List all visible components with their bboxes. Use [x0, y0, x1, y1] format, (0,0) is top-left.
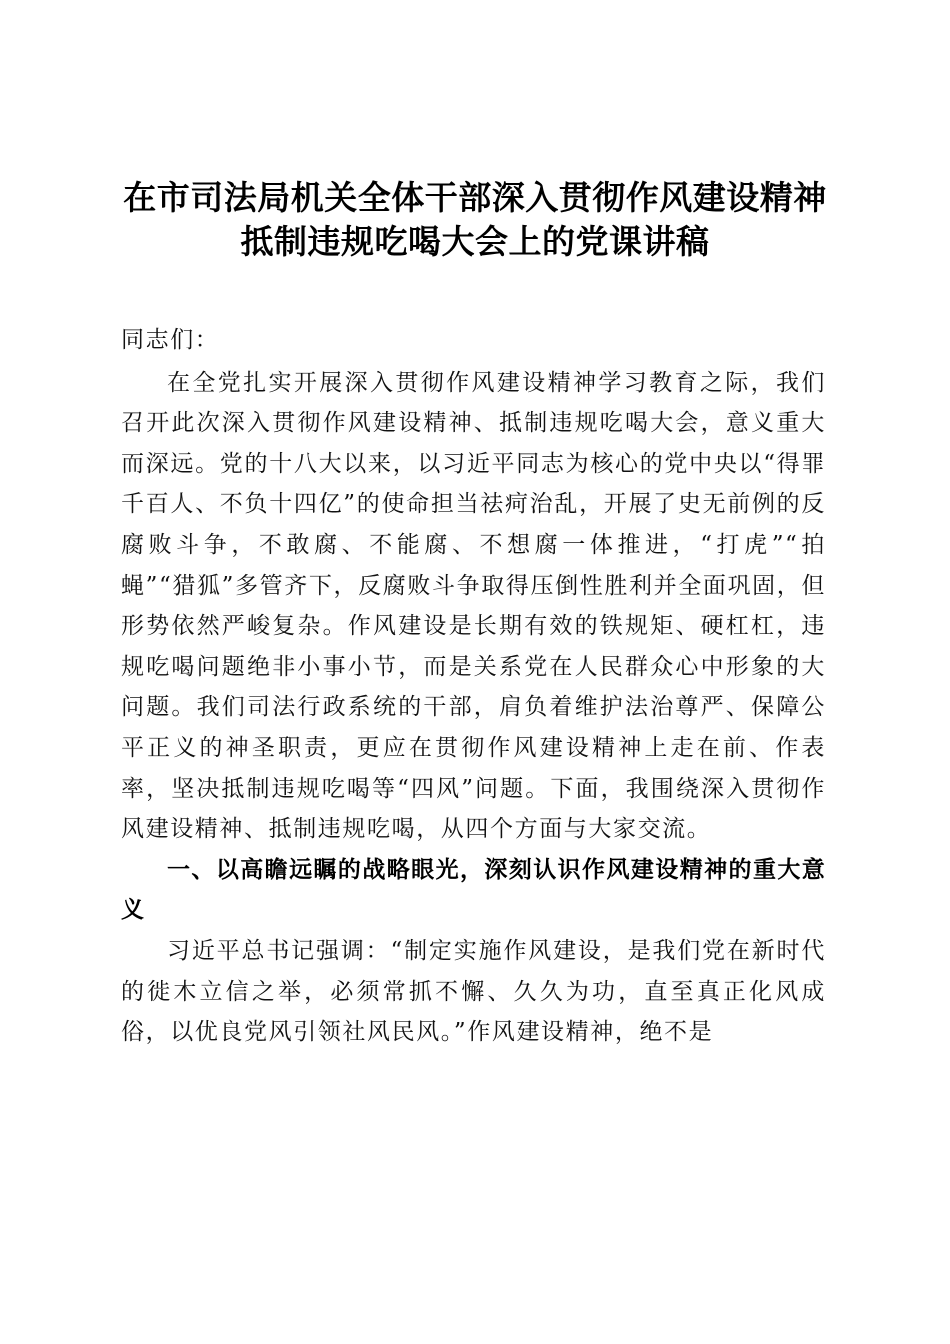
body-paragraph: 在全党扎实开展深入贯彻作风建设精神学习教育之际，我们召开此次深入贯彻作风建设精神、抵制违规吃喝大会，意义重大而深远。党的十八大以来，以习近平同志为核心的党中央以“得罪千百人、不负十四亿”的使命担当祛疴治乱，开展了史无前例的反腐败斗争，不敢腐、不能腐、不想腐一体推进，“打虎”“拍蝇”“猎狐”多管齐下，反腐败斗争取得压倒性胜利并全面巩固，但形势依然严峻复杂。作风建设是长期有效的铁规矩、硬杠杠，违规吃喝问题绝非小事小节，而是关系党在人民群众心中形象的大问题。我们司法行政系统的干部，肩负着维护法治尊严、保障公平正义的神圣职责，更应在贯彻作风建设精神上走在前、作表率，坚决抵制违规吃喝等“四风”问题。下面，我围绕深入贯彻作风建设精神、抵制违规吃喝，从四个方面与大家交流。 — [121, 369, 826, 843]
section-heading: 一、以高瞻远瞩的战略眼光，深刻认识作风建设精神的重大意义 — [121, 856, 826, 924]
section-paragraph: 习近平总书记强调：“制定实施作风建设，是我们党在新时代的徙木立信之举，必须常抓不懈、久久为功，直至真正化风成俗，以优良党风引领社风民风。”作风建设精神，绝不是 — [121, 937, 826, 1046]
salutation: 同志们： — [121, 327, 220, 353]
document-body — [121, 320, 826, 1053]
document-title: 在市司法局机关全体干部深入贯彻作风建设精神抵制违规吃喝大会上的党课讲稿 — [123, 178, 827, 261]
